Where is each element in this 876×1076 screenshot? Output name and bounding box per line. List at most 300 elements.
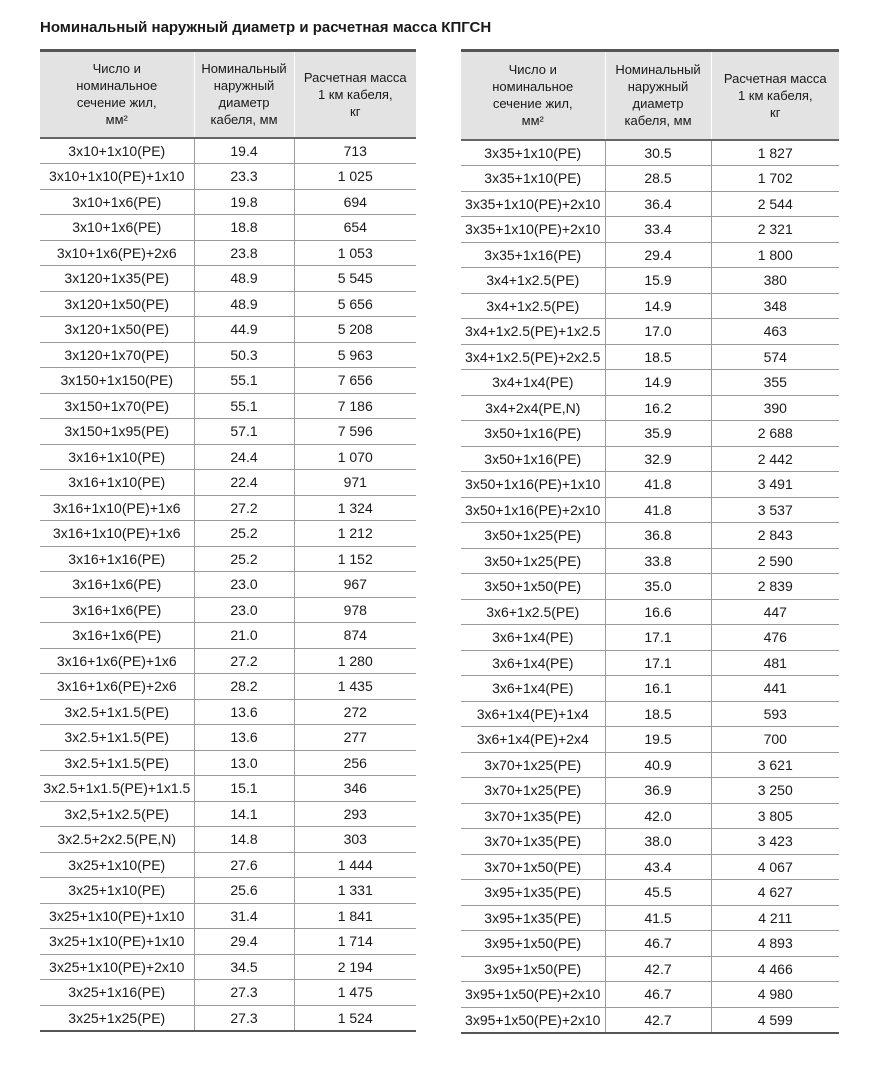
mass-cell: 1 435 <box>294 674 416 700</box>
table-row <box>40 852 416 878</box>
cores-cell: 3x16+1x10(PE) <box>40 470 194 496</box>
cores-cell: 3x4+1x2.5(PE) <box>461 268 605 294</box>
cores-cell: 3x16+1x6(PE) <box>40 572 194 598</box>
table-row <box>40 725 416 751</box>
cores-cell: 3x4+2x4(PE,N) <box>461 395 605 421</box>
diameter-cell: 41.8 <box>605 472 711 498</box>
diameter-cell: 18.5 <box>605 344 711 370</box>
cores-cell: 3x2.5+1x1.5(PE) <box>40 725 194 751</box>
diameter-cell: 21.0 <box>194 623 294 649</box>
diameter-cell: 16.1 <box>605 676 711 702</box>
table-row <box>40 470 416 496</box>
right-table <box>461 49 839 1034</box>
header-line: номинальное <box>492 79 574 95</box>
mass-cell: 1 524 <box>294 1005 416 1031</box>
cores-cell: 3x10+1x6(PE)+2x6 <box>40 240 194 266</box>
mass-cell: 2 839 <box>711 574 839 600</box>
table-row <box>40 393 416 419</box>
diameter-cell: 17.1 <box>605 650 711 676</box>
mass-cell: 355 <box>711 370 839 396</box>
diameter-cell: 13.6 <box>194 725 294 751</box>
page-title: Номинальный наружный диаметр и расчетная масса КПГСН <box>40 19 492 36</box>
mass-cell: 3 537 <box>711 497 839 523</box>
mass-cell: 4 466 <box>711 956 839 982</box>
diameter-cell: 42.7 <box>605 1007 711 1033</box>
table-row <box>461 446 839 472</box>
table-row <box>40 929 416 955</box>
mass-cell: 1 841 <box>294 903 416 929</box>
header-line: диаметр <box>632 96 684 112</box>
mass-cell: 256 <box>294 750 416 776</box>
cores-cell: 3x25+1x10(PE) <box>40 852 194 878</box>
mass-cell: 700 <box>711 727 839 753</box>
table-row <box>40 291 416 317</box>
header-mass <box>294 51 416 138</box>
cores-cell: 3x95+1x35(PE) <box>461 880 605 906</box>
diameter-cell: 29.4 <box>194 929 294 955</box>
diameter-cell: 25.2 <box>194 521 294 547</box>
mass-cell: 1 280 <box>294 648 416 674</box>
diameter-cell: 41.8 <box>605 497 711 523</box>
cores-cell: 3x70+1x50(PE) <box>461 854 605 880</box>
left-table-body <box>40 138 416 1032</box>
table-row <box>461 727 839 753</box>
table-row <box>40 138 416 164</box>
mass-cell: 5 545 <box>294 266 416 292</box>
mass-cell: 5 208 <box>294 317 416 343</box>
cores-cell: 3x25+1x10(PE) <box>40 878 194 904</box>
table-row <box>461 548 839 574</box>
cores-cell: 3x150+1x70(PE) <box>40 393 194 419</box>
diameter-cell: 19.8 <box>194 189 294 215</box>
diameter-cell: 38.0 <box>605 829 711 855</box>
diameter-cell: 57.1 <box>194 419 294 445</box>
cores-cell: 3x10+1x6(PE) <box>40 215 194 241</box>
cores-cell: 3x4+1x2.5(PE)+1x2.5 <box>461 319 605 345</box>
table-row <box>461 472 839 498</box>
cores-cell: 3x35+1x16(PE) <box>461 242 605 268</box>
table-row <box>461 242 839 268</box>
cores-cell: 3x50+1x50(PE) <box>461 574 605 600</box>
diameter-cell: 48.9 <box>194 266 294 292</box>
header-cores-section <box>461 51 605 140</box>
cores-cell: 3x16+1x10(PE)+1x6 <box>40 521 194 547</box>
cores-cell: 3x6+1x4(PE) <box>461 676 605 702</box>
mass-cell: 463 <box>711 319 839 345</box>
table-row <box>40 240 416 266</box>
cores-cell: 3x95+1x50(PE)+2x10 <box>461 982 605 1008</box>
table-row <box>40 597 416 623</box>
diameter-cell: 14.9 <box>605 293 711 319</box>
cores-cell: 3x95+1x35(PE) <box>461 905 605 931</box>
mass-cell: 390 <box>711 395 839 421</box>
table-row <box>461 421 839 447</box>
cores-cell: 3x2.5+1x1.5(PE)+1x1.5 <box>40 776 194 802</box>
mass-cell: 3 250 <box>711 778 839 804</box>
mass-cell: 4 211 <box>711 905 839 931</box>
right-table-header <box>461 51 839 140</box>
mass-cell: 2 194 <box>294 954 416 980</box>
table-row <box>40 266 416 292</box>
diameter-cell: 19.4 <box>194 138 294 164</box>
cores-cell: 3x35+1x10(PE)+2x10 <box>461 217 605 243</box>
mass-cell: 4 599 <box>711 1007 839 1033</box>
mass-cell: 1 070 <box>294 444 416 470</box>
diameter-cell: 41.5 <box>605 905 711 931</box>
cores-cell: 3x2.5+2x2.5(PE,N) <box>40 827 194 853</box>
mass-cell: 1 152 <box>294 546 416 572</box>
mass-cell: 7 596 <box>294 419 416 445</box>
table-row <box>40 444 416 470</box>
header-line: сечение жил, <box>76 95 157 111</box>
table-row <box>461 370 839 396</box>
mass-cell: 1 324 <box>294 495 416 521</box>
cores-cell: 3x70+1x25(PE) <box>461 752 605 778</box>
mass-cell: 346 <box>294 776 416 802</box>
cores-cell: 3x2.5+1x1.5(PE) <box>40 750 194 776</box>
mass-cell: 593 <box>711 701 839 727</box>
table-row <box>40 164 416 190</box>
diameter-cell: 15.1 <box>194 776 294 802</box>
diameter-cell: 23.8 <box>194 240 294 266</box>
table-row <box>461 293 839 319</box>
header-line: Номинальный <box>201 61 287 77</box>
table-row <box>461 625 839 651</box>
diameter-cell: 24.4 <box>194 444 294 470</box>
header-line: диаметр <box>218 95 270 111</box>
table-row <box>40 521 416 547</box>
header-line: Расчетная масса <box>303 69 407 85</box>
header-line: кабеля, мм <box>210 112 278 128</box>
table-row <box>40 419 416 445</box>
mass-cell: 2 544 <box>711 191 839 217</box>
cores-cell: 3x10+1x10(PE)+1x10 <box>40 164 194 190</box>
diameter-cell: 42.0 <box>605 803 711 829</box>
header-diameter <box>605 51 711 140</box>
cores-cell: 3x6+1x2.5(PE) <box>461 599 605 625</box>
mass-cell: 574 <box>711 344 839 370</box>
left-table-header <box>40 51 416 138</box>
cores-cell: 3x95+1x50(PE)+2x10 <box>461 1007 605 1033</box>
cores-cell: 3x95+1x50(PE) <box>461 931 605 957</box>
diameter-cell: 44.9 <box>194 317 294 343</box>
diameter-cell: 27.3 <box>194 980 294 1006</box>
table-row <box>461 650 839 676</box>
cores-cell: 3x50+1x16(PE) <box>461 446 605 472</box>
mass-cell: 694 <box>294 189 416 215</box>
table-row <box>40 368 416 394</box>
mass-cell: 5 963 <box>294 342 416 368</box>
table-row <box>461 803 839 829</box>
mass-cell: 1 702 <box>711 166 839 192</box>
table-row <box>461 599 839 625</box>
diameter-cell: 16.6 <box>605 599 711 625</box>
mass-cell: 874 <box>294 623 416 649</box>
diameter-cell: 50.3 <box>194 342 294 368</box>
table-row <box>461 701 839 727</box>
cores-cell: 3x120+1x35(PE) <box>40 266 194 292</box>
table-row <box>461 1007 839 1033</box>
mass-cell: 654 <box>294 215 416 241</box>
header-row <box>461 51 839 140</box>
diameter-cell: 36.4 <box>605 191 711 217</box>
cores-cell: 3x150+1x150(PE) <box>40 368 194 394</box>
cores-cell: 3x25+1x16(PE) <box>40 980 194 1006</box>
cores-cell: 3x50+1x16(PE)+1x10 <box>461 472 605 498</box>
table-row <box>40 495 416 521</box>
diameter-cell: 46.7 <box>605 982 711 1008</box>
mass-cell: 272 <box>294 699 416 725</box>
table-row <box>40 572 416 598</box>
table-row <box>40 903 416 929</box>
table-row <box>461 905 839 931</box>
table-row <box>40 546 416 572</box>
table-row <box>461 523 839 549</box>
table-row <box>40 827 416 853</box>
cores-cell: 3x50+1x25(PE) <box>461 548 605 574</box>
diameter-cell: 40.9 <box>605 752 711 778</box>
cores-cell: 3x2,5+1x2.5(PE) <box>40 801 194 827</box>
table-row <box>40 215 416 241</box>
cores-cell: 3x120+1x70(PE) <box>40 342 194 368</box>
cores-cell: 3x16+1x6(PE)+1x6 <box>40 648 194 674</box>
diameter-cell: 34.5 <box>194 954 294 980</box>
cores-cell: 3x6+1x4(PE)+1x4 <box>461 701 605 727</box>
diameter-cell: 14.9 <box>605 370 711 396</box>
diameter-cell: 17.0 <box>605 319 711 345</box>
diameter-cell: 23.0 <box>194 597 294 623</box>
mass-cell: 348 <box>711 293 839 319</box>
mass-cell: 3 491 <box>711 472 839 498</box>
cores-cell: 3x16+1x10(PE) <box>40 444 194 470</box>
diameter-cell: 33.8 <box>605 548 711 574</box>
diameter-cell: 27.2 <box>194 495 294 521</box>
mass-cell: 3 423 <box>711 829 839 855</box>
header-line: номинальное <box>76 78 158 94</box>
mass-cell: 4 980 <box>711 982 839 1008</box>
cores-cell: 3x4+1x2.5(PE) <box>461 293 605 319</box>
mass-cell: 1 053 <box>294 240 416 266</box>
cores-cell: 3x16+1x6(PE)+2x6 <box>40 674 194 700</box>
cores-cell: 3x120+1x50(PE) <box>40 291 194 317</box>
mass-cell: 481 <box>711 650 839 676</box>
cores-cell: 3x16+1x16(PE) <box>40 546 194 572</box>
header-line: кг <box>770 104 781 120</box>
mass-cell: 7 186 <box>294 393 416 419</box>
diameter-cell: 55.1 <box>194 368 294 394</box>
diameter-cell: 23.0 <box>194 572 294 598</box>
mass-cell: 1 331 <box>294 878 416 904</box>
mass-cell: 293 <box>294 801 416 827</box>
diameter-cell: 19.5 <box>605 727 711 753</box>
table-row <box>461 344 839 370</box>
diameter-cell: 13.6 <box>194 699 294 725</box>
header-line: 1 км кабеля, <box>737 87 813 103</box>
table-row <box>461 778 839 804</box>
header-line: Номинальный <box>615 62 701 78</box>
table-row <box>461 982 839 1008</box>
header-line: мм² <box>105 112 128 128</box>
table-row <box>461 752 839 778</box>
mass-cell: 4 893 <box>711 931 839 957</box>
table-row <box>461 395 839 421</box>
table-row <box>461 140 839 166</box>
diameter-cell: 23.3 <box>194 164 294 190</box>
mass-cell: 4 067 <box>711 854 839 880</box>
table-row <box>461 829 839 855</box>
diameter-cell: 28.2 <box>194 674 294 700</box>
header-diameter <box>194 51 294 138</box>
diameter-cell: 22.4 <box>194 470 294 496</box>
mass-cell: 476 <box>711 625 839 651</box>
cores-cell: 3x6+1x4(PE) <box>461 650 605 676</box>
table-row <box>40 878 416 904</box>
table-row <box>461 931 839 957</box>
header-line: Число и <box>508 62 557 78</box>
diameter-cell: 29.4 <box>605 242 711 268</box>
diameter-cell: 55.1 <box>194 393 294 419</box>
header-line: мм² <box>521 113 544 129</box>
table-row <box>40 674 416 700</box>
diameter-cell: 18.5 <box>605 701 711 727</box>
header-cores-section <box>40 51 194 138</box>
mass-cell: 380 <box>711 268 839 294</box>
table-row <box>40 699 416 725</box>
mass-cell: 967 <box>294 572 416 598</box>
mass-cell: 3 805 <box>711 803 839 829</box>
table-row <box>461 574 839 600</box>
mass-cell: 2 590 <box>711 548 839 574</box>
diameter-cell: 35.9 <box>605 421 711 447</box>
diameter-cell: 32.9 <box>605 446 711 472</box>
mass-cell: 441 <box>711 676 839 702</box>
table-row <box>461 268 839 294</box>
mass-cell: 1 025 <box>294 164 416 190</box>
table-row <box>40 980 416 1006</box>
mass-cell: 5 656 <box>294 291 416 317</box>
diameter-cell: 14.8 <box>194 827 294 853</box>
diameter-cell: 46.7 <box>605 931 711 957</box>
header-line: Расчетная масса <box>723 70 827 86</box>
table-row <box>461 191 839 217</box>
mass-cell: 2 321 <box>711 217 839 243</box>
diameter-cell: 48.9 <box>194 291 294 317</box>
mass-cell: 303 <box>294 827 416 853</box>
diameter-cell: 14.1 <box>194 801 294 827</box>
diameter-cell: 28.5 <box>605 166 711 192</box>
header-line: кабеля, мм <box>624 113 692 129</box>
mass-cell: 713 <box>294 138 416 164</box>
diameter-cell: 18.8 <box>194 215 294 241</box>
table-row <box>40 648 416 674</box>
mass-cell: 2 442 <box>711 446 839 472</box>
mass-cell: 7 656 <box>294 368 416 394</box>
header-line: сечение жил, <box>492 96 573 112</box>
cores-cell: 3x16+1x6(PE) <box>40 623 194 649</box>
diameter-cell: 43.4 <box>605 854 711 880</box>
cores-cell: 3x25+1x10(PE)+2x10 <box>40 954 194 980</box>
header-line: кг <box>350 103 361 119</box>
cores-cell: 3x6+1x4(PE)+2x4 <box>461 727 605 753</box>
table-row <box>40 189 416 215</box>
cores-cell: 3x35+1x10(PE) <box>461 140 605 166</box>
cores-cell: 3x35+1x10(PE) <box>461 166 605 192</box>
diameter-cell: 27.3 <box>194 1005 294 1031</box>
mass-cell: 978 <box>294 597 416 623</box>
diameter-cell: 27.2 <box>194 648 294 674</box>
diameter-cell: 25.6 <box>194 878 294 904</box>
mass-cell: 1 212 <box>294 521 416 547</box>
diameter-cell: 33.4 <box>605 217 711 243</box>
mass-cell: 4 627 <box>711 880 839 906</box>
table-row <box>40 801 416 827</box>
mass-cell: 2 843 <box>711 523 839 549</box>
mass-cell: 1 444 <box>294 852 416 878</box>
diameter-cell: 45.5 <box>605 880 711 906</box>
cores-cell: 3x50+1x16(PE) <box>461 421 605 447</box>
mass-cell: 2 688 <box>711 421 839 447</box>
header-line: 1 км кабеля, <box>317 86 393 102</box>
cores-cell: 3x10+1x6(PE) <box>40 189 194 215</box>
table-row <box>40 623 416 649</box>
cores-cell: 3x50+1x16(PE)+2x10 <box>461 497 605 523</box>
cores-cell: 3x150+1x95(PE) <box>40 419 194 445</box>
cores-cell: 3x4+1x4(PE) <box>461 370 605 396</box>
mass-cell: 1 714 <box>294 929 416 955</box>
diameter-cell: 30.5 <box>605 140 711 166</box>
mass-cell: 447 <box>711 599 839 625</box>
cores-cell: 3x6+1x4(PE) <box>461 625 605 651</box>
cores-cell: 3x25+1x10(PE)+1x10 <box>40 929 194 955</box>
diameter-cell: 27.6 <box>194 852 294 878</box>
table-row <box>461 497 839 523</box>
cores-cell: 3x25+1x25(PE) <box>40 1005 194 1031</box>
cores-cell: 3x95+1x50(PE) <box>461 956 605 982</box>
table-row <box>461 319 839 345</box>
mass-cell: 971 <box>294 470 416 496</box>
diameter-cell: 15.9 <box>605 268 711 294</box>
mass-cell: 277 <box>294 725 416 751</box>
table-row <box>40 954 416 980</box>
diameter-cell: 31.4 <box>194 903 294 929</box>
header-row <box>40 51 416 138</box>
header-line: наружный <box>213 78 275 94</box>
diameter-cell: 36.8 <box>605 523 711 549</box>
table-row <box>461 166 839 192</box>
cores-cell: 3x35+1x10(PE)+2x10 <box>461 191 605 217</box>
table-row <box>461 956 839 982</box>
cores-cell: 3x4+1x2.5(PE)+2x2.5 <box>461 344 605 370</box>
table-row <box>461 880 839 906</box>
diameter-cell: 17.1 <box>605 625 711 651</box>
cores-cell: 3x16+1x10(PE)+1x6 <box>40 495 194 521</box>
cores-cell: 3x70+1x35(PE) <box>461 803 605 829</box>
diameter-cell: 13.0 <box>194 750 294 776</box>
cores-cell: 3x70+1x35(PE) <box>461 829 605 855</box>
cores-cell: 3x16+1x6(PE) <box>40 597 194 623</box>
table-row <box>40 1005 416 1031</box>
diameter-cell: 25.2 <box>194 546 294 572</box>
diameter-cell: 16.2 <box>605 395 711 421</box>
diameter-cell: 42.7 <box>605 956 711 982</box>
mass-cell: 3 621 <box>711 752 839 778</box>
mass-cell: 1 827 <box>711 140 839 166</box>
cores-cell: 3x120+1x50(PE) <box>40 317 194 343</box>
header-line: наружный <box>627 79 689 95</box>
header-line: Число и <box>92 61 141 77</box>
cores-cell: 3x25+1x10(PE)+1x10 <box>40 903 194 929</box>
diameter-cell: 35.0 <box>605 574 711 600</box>
